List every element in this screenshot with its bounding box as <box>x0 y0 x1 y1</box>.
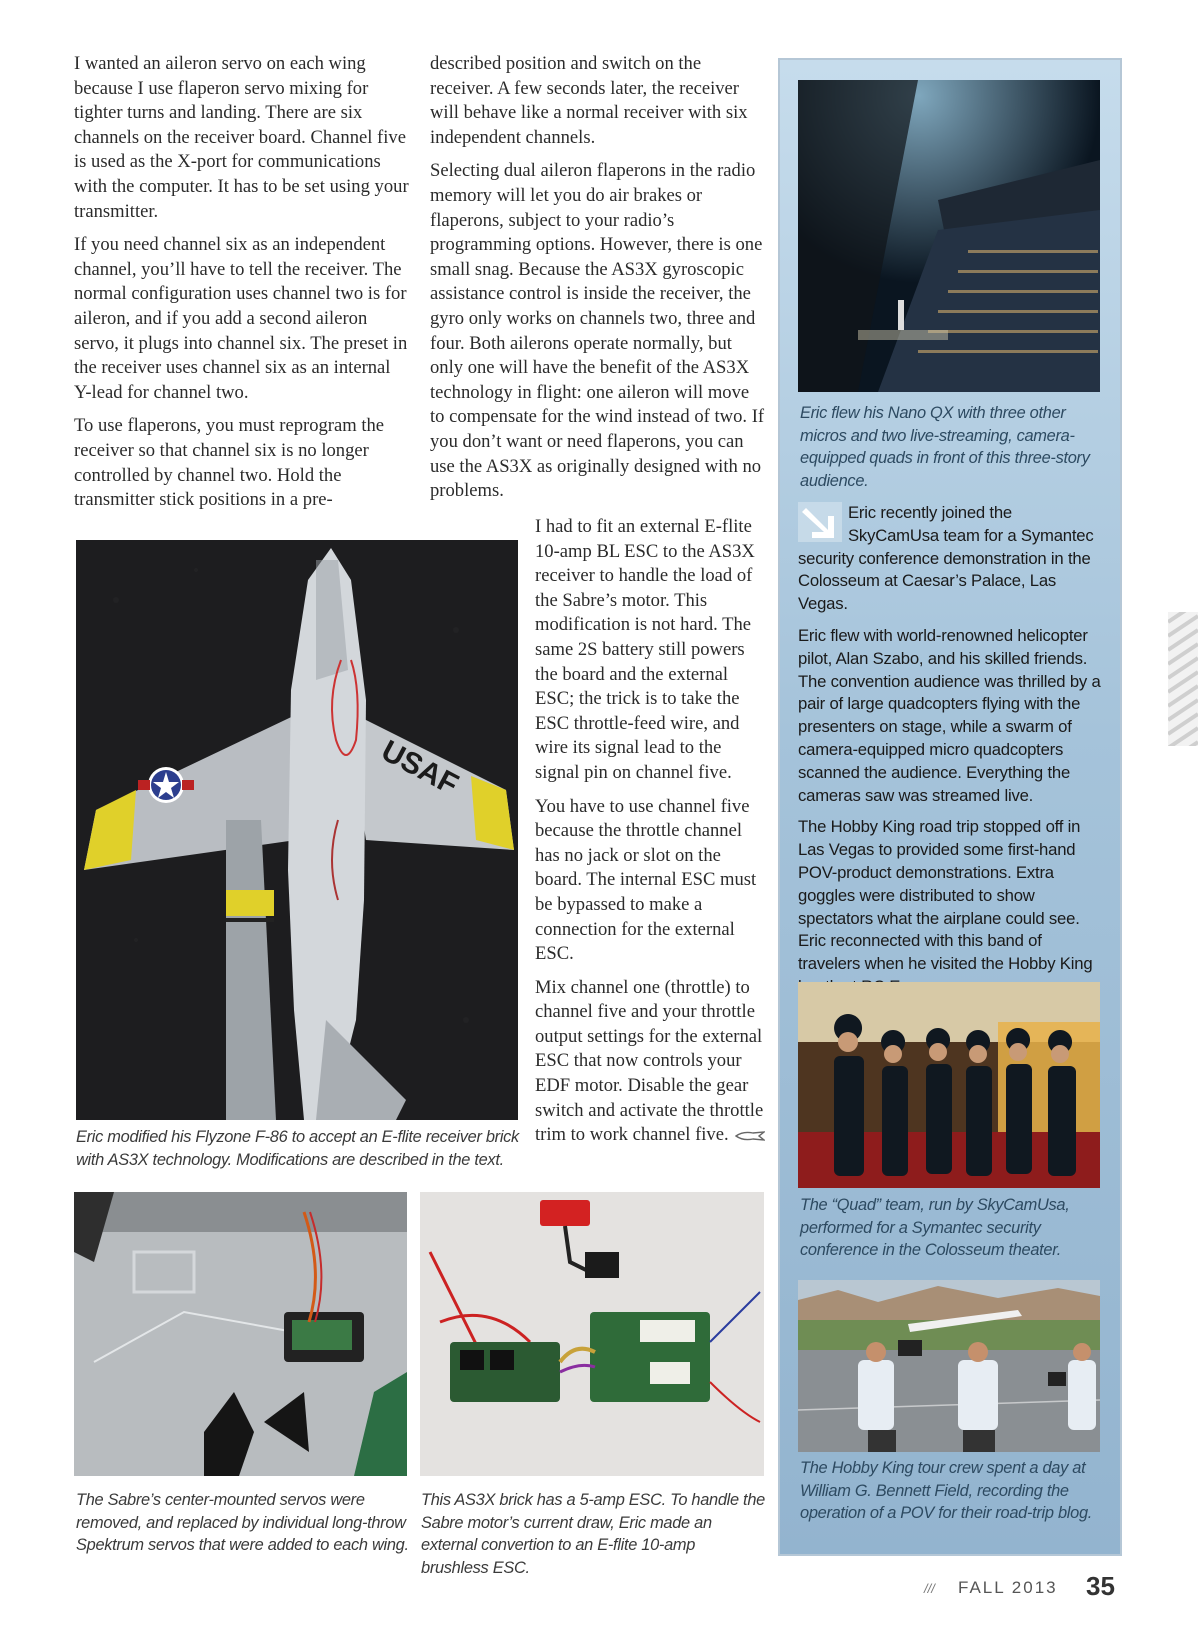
photo-servos <box>74 1192 407 1476</box>
footer-slashes: /// <box>924 1581 935 1596</box>
photo-colosseum-theater <box>798 80 1100 392</box>
sidebar-text <box>798 502 1106 1008</box>
caption-field-photo: The Hobby King tour crew spent a day at William G. Bennett Field, recording the operation of a POV for their road-trip blog. <box>800 1459 1093 1522</box>
article-paragraph: To use flaperons, you must reprogram the receiver so that channel six is no longer controlled by channel two. Hold the transmitter stick positions in a pre- <box>74 415 385 511</box>
caption-theater-photo: Eric flew his Nano QX with three other micros and two live-streaming, camera-equipped quads in front of this three-story audience. <box>800 404 1090 490</box>
sidebar-paragraph-text: The Hobby King road trip stopped off in Las Vegas to provided some first-hand POV-product demonstrations. Extra goggles were distributed to show spectators what the airplane could see. Eric reconnected with this band of travelers when he visited the Hobby King <box>798 817 1093 974</box>
photo-as3x-brick <box>420 1192 764 1476</box>
article-paragraph: I had to fit an external E-flite 10-amp BL ESC to the AS3X receiver to handle the load of the Sabre’s motor. This modification is not hard. The same 2S battery still powers the board and the external ESC; the trick is to take the ESC throttle-feed wire, and wire its signal lead to the signal pin on channel five. <box>535 516 755 783</box>
article-column-1 <box>74 52 409 522</box>
issue-season: FALL 2013 <box>958 1578 1058 1597</box>
end-of-story-icon <box>735 1130 765 1142</box>
page-footer <box>924 1573 1164 1603</box>
caption-esc-photo: This AS3X brick has a 5-amp ESC. To handle the Sabre motor’s current draw, Eric made an external convertion to an E-flite 10-amp brushless ESC. <box>421 1491 765 1577</box>
caption-jet-photo: Eric modified his Flyzone F-86 to accept an E-flite receiver brick with AS3X technology. Modifications are described in the text. <box>76 1128 519 1169</box>
sidebar-paragraph: Eric flew with world-renowned helicopter pilot, Alan Szabo, and his skilled friends. The convention audience was thrilled by a pair of large quadcopters flying with the presenters on stage, while a swarm of camera-equipped micro quadcopters scanned the audience. Everything the cameras saw was streamed live. <box>798 625 1101 805</box>
usaf-marking: USAF <box>375 734 464 802</box>
photo-f86-jet <box>76 540 518 1120</box>
photo-quad-team <box>798 982 1100 1188</box>
sidebar-paragraph <box>798 816 1106 998</box>
article-paragraph-text: Mix channel one (throttle) to channel five and your throttle output settings for the external ESC that now controls your EDF motor. Disable the gear switch and activate the throttle trim to work channel five. <box>535 976 764 1146</box>
page-number: 35 <box>1086 1571 1115 1601</box>
article-paragraph: You have to use channel five because the throttle channel has no jack or slot on the board. The internal ESC must be bypassed to make a connection for the external ESC. <box>535 795 757 965</box>
article-paragraph: Selecting dual aileron flaperons in the radio memory will let you do air brakes or flaperons, subject to your radio’s programming options. However, there is one small snag. Because the AS3X gyroscopic assistance control is inside the receiver, the gyro only works on channels two, three and four. Both ailerons operate normally, but only one will have the benefit of the AS3X technology in flight: one aileron will move to compensate for the wind instead of two. If you don’t want or need flaperons, you can use the AS3X as originally designed with no problems. <box>430 160 765 502</box>
arrow-icon <box>798 502 842 542</box>
article-column-2 <box>430 52 765 513</box>
sidebar-paragraph: Eric recently joined the SkyCamUsa team for a Symantec security conference demonstration in the Colosseum at Caesar’s Palace, Las Vegas. <box>798 503 1094 614</box>
caption-servos-photo: The Sabre’s center-mounted servos were removed, and replaced by individual long-throw Spektrum servos that were added to each wing. <box>76 1491 409 1554</box>
photo-bennett-field <box>798 1280 1100 1452</box>
article-column-3 <box>535 515 770 1157</box>
article-paragraph <box>535 976 770 1148</box>
caption-team-photo: The “Quad” team, run by SkyCamUsa, performed for a Symantec security conference in the Colosseum theater. <box>800 1196 1070 1259</box>
decorative-stripes <box>1168 612 1198 746</box>
article-paragraph: described position and switch on the receiver. A few seconds later, the receiver will behave like a normal receiver with six independent channels. <box>430 53 748 148</box>
article-paragraph: I wanted an aileron servo on each wing because I use flaperon servo mixing for tighter turns and landing. There are six channels on the receiver board. Channel five is used as the X-port for communications with the computer. It has to be set using your transmitter. <box>74 53 409 222</box>
article-paragraph: If you need channel six as an independent channel, you’ll have to tell the receiver. The normal configuration uses channel two is for aileron, and if you add a second aileron servo, it plugs into channel six. The preset in the receiver uses channel six as an internal Y-lead for channel two. <box>74 234 408 403</box>
